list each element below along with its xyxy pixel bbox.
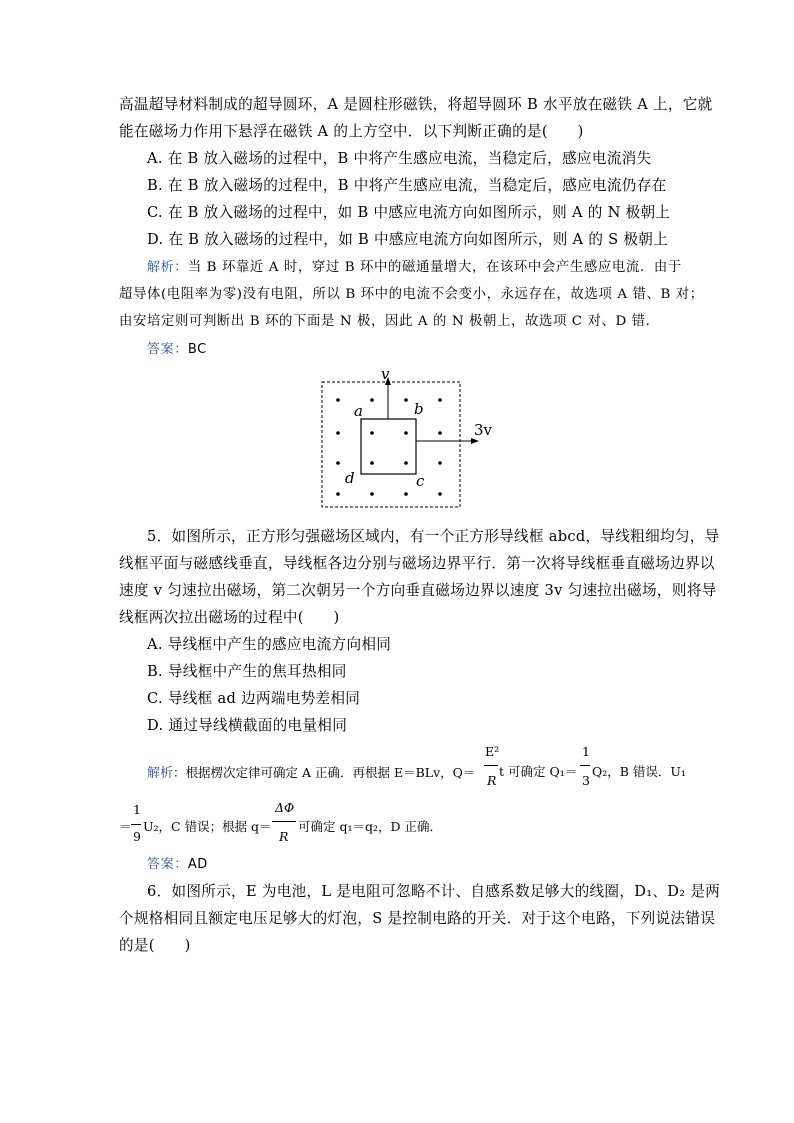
q5-frac3-bar — [131, 824, 141, 825]
q4-analysis-line-2: 超导体(电阻率为零)没有电阻，所以 B 环中的电流不会变小，永远存在，故选项 A 错、B 对； — [119, 287, 704, 302]
q5-option-a: A. 导线框中产生的感应电流方向相同 — [147, 636, 392, 653]
q4-option-c: C. 在 B 放入磁场的过程中，如 B 中感应电流方向如图所示，则 A 的 N 极朝上 — [147, 204, 671, 221]
q6-stem-line-2: 个规格相同且额定电压足够大的灯泡，S 是控制电路的开关．对于这个电路，下列说法错误 — [119, 910, 716, 927]
q4-analysis-text-1: 当 B 环靠近 A 时，穿过 B 环中的磁通量增大，在该环中会产生感应电流．由于 — [187, 260, 682, 275]
q5-stem-line-1: 5．如图所示，正方形匀强磁场区域内，有一个正方形导线框 abcd，导线粗细均匀，导 — [147, 528, 720, 545]
q5-analysis-text-1: ：根据楞次定律可确定 A 正确．再根据 E＝BLv，Q＝ — [173, 765, 476, 780]
field-dot — [404, 492, 408, 496]
field-dot — [370, 398, 374, 402]
magnetic-field-figure — [300, 362, 500, 512]
label-3v: 3v — [474, 421, 493, 439]
q4-analysis-line-3: 由安培定则可判断出 B 环的下面是 N 极，因此 A 的 N 极朝上，故选项 C 对、D 错． — [119, 314, 660, 329]
q6-stem-line-1: 6．如图所示，E 为电池，L 是电阻可忽略不计、自感系数足够大的线圈，D₁、D₂ 是两 — [147, 883, 721, 900]
q5-frac4-numerator: ΔΦ — [275, 800, 295, 815]
q5-frac2-bar — [580, 765, 590, 766]
q4-answer-label: 答案： — [147, 342, 188, 357]
wire-loop-abcd — [361, 419, 416, 474]
q4-analysis-line-1 — [147, 258, 682, 278]
q4-answer-line — [147, 340, 207, 360]
field-dot — [438, 461, 442, 465]
field-dot — [438, 492, 442, 496]
q5-frac2-numerator: 1 — [582, 744, 590, 759]
q5-analysis-seg-2: t 可确定 Q₁＝ — [499, 764, 578, 779]
q5-frac4-denominator: R — [279, 829, 289, 844]
q4-option-d: D. 在 B 放入磁场的过程中，如 B 中感应电流方向如图所示，则 A 的 S 极朝上 — [147, 231, 669, 248]
q5-frac3-numerator: 1 — [133, 802, 141, 817]
q5-option-b: B. 导线框中产生的焦耳热相同 — [147, 663, 347, 680]
q4-answer-value: BC — [187, 342, 207, 357]
q4-stem-line-2: 能在磁场力作用下悬浮在磁铁 A 的上方空中．以下判断正确的是( ) — [119, 123, 584, 140]
field-dot — [404, 461, 408, 465]
field-dot — [438, 431, 442, 435]
q5-analysis-seg-6: 可确定 q₁＝q₂，D 正确． — [298, 819, 442, 834]
q5-frac1-bar — [484, 765, 498, 766]
q6-stem-line-3: 的是( ) — [119, 937, 191, 954]
field-dot — [404, 398, 408, 402]
field-dot — [438, 398, 442, 402]
field-dot — [370, 431, 374, 435]
q5-frac2-denominator: 3 — [582, 773, 590, 788]
q5-analysis-seg-3: Q₂，B 错误．U₁ — [592, 764, 686, 779]
label-v: v — [381, 365, 390, 383]
q5-option-d: D. 通过导线横截面的电量相同 — [147, 717, 348, 734]
q5-analysis-seg-4: ＝ — [119, 819, 132, 834]
q5-stem-line-2: 线框平面与磁感线垂直，导线框各边分别与磁场边界平行．第一次将导线框垂直磁场边界以 — [119, 555, 715, 572]
q5-stem-line-4: 线框两次拉出磁场的过程中( ) — [119, 609, 340, 626]
q4-option-a: A. 在 B 放入磁场的过程中，B 中将产生感应电流，当稳定后，感应电流消失 — [147, 150, 652, 167]
q5-analysis-seg-1 — [147, 762, 475, 781]
field-dot — [370, 492, 374, 496]
field-dot — [336, 398, 340, 402]
q5-answer-label: 答案： — [147, 857, 188, 872]
label-b: b — [414, 400, 424, 418]
q5-analysis-seg-5: U₂，C 错误；根据 q＝ — [143, 819, 272, 834]
q5-frac4-bar — [272, 821, 296, 822]
q4-option-b: B. 在 B 放入磁场的过程中，B 中将产生感应电流，当稳定后，感应电流仍存在 — [147, 177, 667, 194]
field-dot — [370, 461, 374, 465]
field-dot — [336, 431, 340, 435]
q5-frac3-denominator: 9 — [133, 829, 141, 844]
label-d: d — [345, 469, 355, 487]
q4-stem-line-1: 高温超导材料制成的超导圆环，A 是圆柱形磁铁，将超导圆环 B 水平放在磁铁 A 上，它就 — [119, 96, 713, 113]
q5-frac1-numerator: E² — [485, 744, 500, 759]
field-dot — [404, 431, 408, 435]
label-c: c — [416, 472, 425, 490]
q4-analysis-label: 解析： — [147, 260, 188, 275]
q5-option-c: C. 导线框 ad 边两端电势差相同 — [147, 690, 361, 707]
q5-answer-value: AD — [187, 857, 208, 872]
label-a: a — [354, 402, 363, 420]
q5-analysis-label: 解析 — [147, 766, 174, 781]
field-dot — [336, 492, 340, 496]
q5-answer-line — [147, 855, 208, 875]
q5-frac1-denominator: R — [487, 773, 497, 788]
field-dot — [336, 461, 340, 465]
q5-stem-line-3: 速度 v 匀速拉出磁场，第二次朝另一个方向垂直磁场边界以速度 3v 匀速拉出磁场，则将导 — [119, 582, 717, 599]
